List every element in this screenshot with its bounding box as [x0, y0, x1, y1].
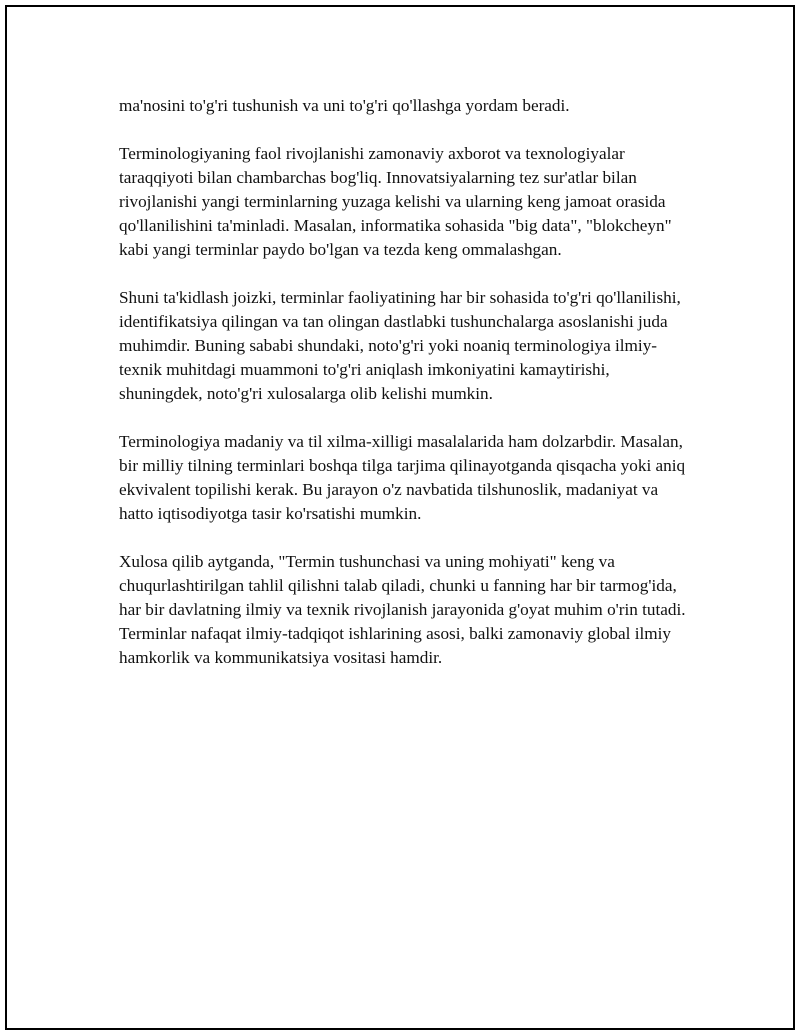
paragraph-cultural-diversity: Terminologiya madaniy va til xilma-xilligi masalalarida ham dolzarbdir. Masalan, bir milliy tilning terminlari boshqa tilga tarjima qilinayotganda qisqacha yoki aniq ekvivalent topilishi kerak. Bu jarayon o'z navbatida tilshunoslik, madaniyat va hatto iqtisodiyotga tasir ko'rsatishi mumkin. [119, 432, 686, 523]
paragraph-terminology-development: Terminologiyaning faol rivojlanishi zamonaviy axborot va texnologiyalar taraqqiyoti bilan chambarchas bog'liq. Innovatsiyalarning tez sur'atlar bilan rivojlanishi yangi terminlarning yuzaga kelishi va ularning keng jamoat orasida qo'llanilishini ta'minladi. Masalan, informatika sohasida "big data", "blokcheyn" kabi yangi terminlar paydo bo'lgan va tezda keng ommalashgan. [119, 144, 672, 259]
paragraph-continuation: ma'nosini to'g'ri tushunish va uni to'g'ri qo'llashga yordam beradi. [119, 96, 570, 115]
document-body [119, 94, 689, 694]
document-page [5, 5, 795, 1030]
paragraph-correct-usage: Shuni ta'kidlash joizki, terminlar faoliyatining har bir sohasida to'g'ri qo'llanilishi, identifikatsiya qilingan va tan olingan dastlabki tushunchalarga asoslanishi juda muhimdir. Buning sababi shundaki, noto'g'ri yoki noaniq terminologiya ilmiy-texnik muhitdagi muammoni to'g'ri aniqlash imkoniyatini kamaytirishi, shuningdek, noto'g'ri xulosalarga olib kelishi mumkin. [119, 288, 681, 403]
paragraph-conclusion: Xulosa qilib aytganda, "Termin tushunchasi va uning mohiyati" keng va chuqurlashtirilgan tahlil qilishni talab qiladi, chunki u fanning har bir tarmog'ida, har bir davlatning ilmiy va texnik rivojlanish jarayonida g'oyat muhim o'rin tutadi. Terminlar nafaqat ilmiy-tadqiqot ishlarining asosi, balki zamonaviy global ilmiy hamkorlik va kommunikatsiya vositasi hamdir. [119, 552, 686, 667]
